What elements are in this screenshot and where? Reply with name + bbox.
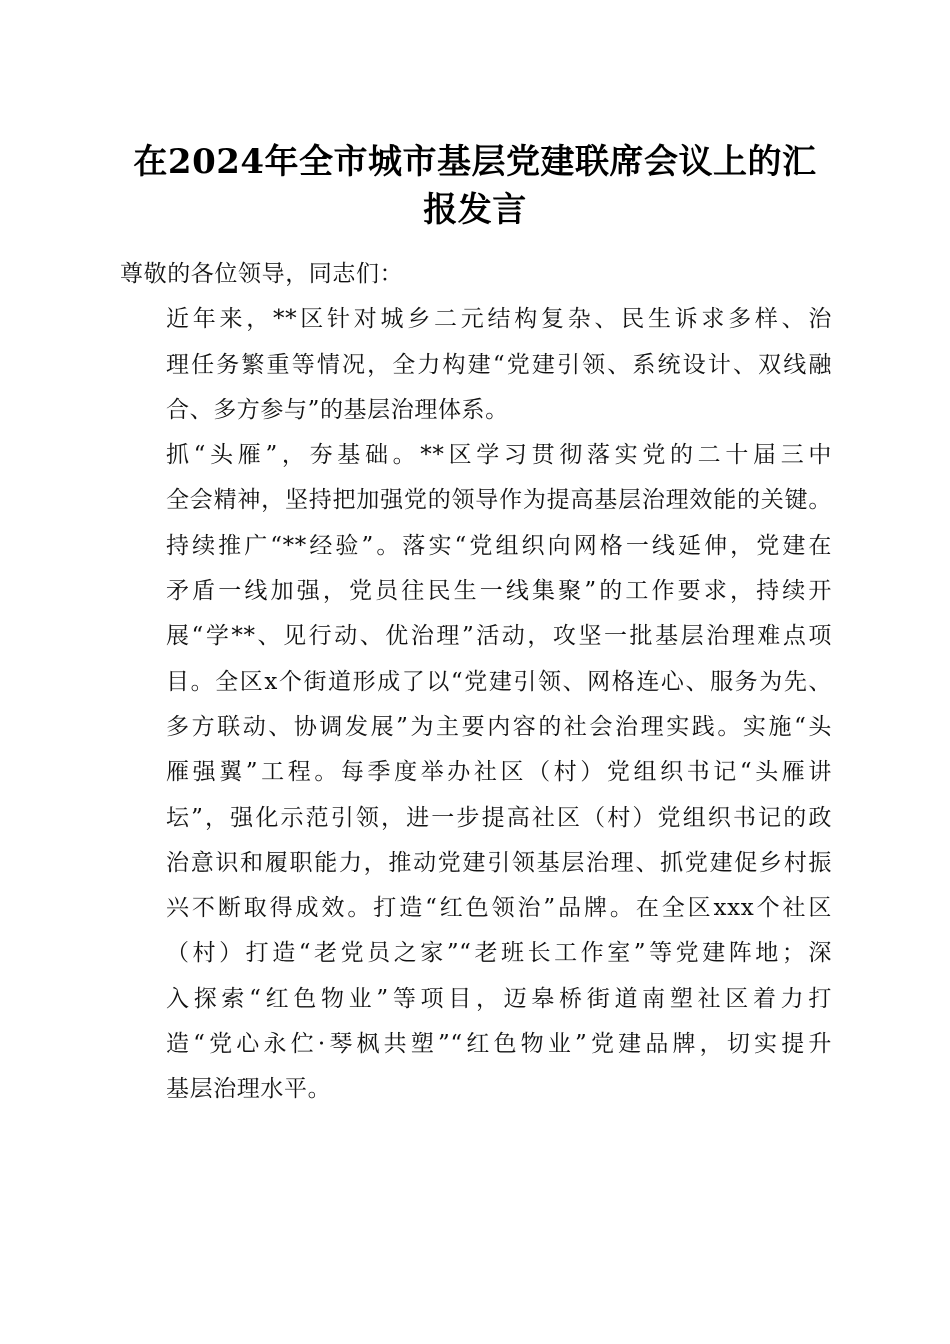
paragraph-line: 矛盾一线加强，党员往民生一线集聚”的工作要求，持续开 [166, 578, 832, 605]
paragraph-line: 多方联动、协调发展”为主要内容的社会治理实践。实施“头 [166, 713, 832, 740]
paragraph-line: 入探索“红色物业”等项目，迈皋桥街道南塑社区着力打 [166, 985, 832, 1012]
paragraph-line: 理任务繁重等情况，全力构建“党建引领、系统设计、双线融 [166, 351, 832, 378]
paragraph-line: 雁强翼”工程。每季度举办社区（村）党组织书记“头雁讲 [166, 759, 832, 786]
salutation [120, 252, 832, 297]
title-line-1: 在2024年全市城市基层党建联席会议上的汇 [133, 142, 817, 182]
paragraph-line: 治意识和履职能力，推动党建引领基层治理、抓党建促乡村振 [166, 849, 832, 876]
paragraph-line: 兴不断取得成效。打造“红色领治”品牌。在全区xxx个社区 [166, 895, 832, 922]
paragraph-line: 近年来，**区针对城乡二元结构复杂、民生诉求多样、治 [166, 306, 832, 333]
document-title [110, 138, 840, 234]
paragraph-intro [120, 297, 832, 433]
paragraph-line: 全会精神，坚持把加强党的领导作为提高基层治理效能的关键。 [166, 487, 832, 514]
paragraph-line: 持续推广“**经验”。落实“党组织向网格一线延伸，党建在 [166, 532, 832, 559]
paragraph-line: 目。全区x个街道形成了以“党建引领、网格连心、服务为先、 [166, 668, 832, 695]
document-body [120, 252, 832, 1113]
title-line-2: 报发言 [423, 190, 527, 230]
paragraph-line: 坛”，强化示范引领，进一步提高社区（村）党组织书记的政 [166, 804, 832, 831]
paragraph-line: 基层治理水平。 [166, 1076, 332, 1103]
paragraph-line: 抓“头雁”，夯基础。**区学习贯彻落实党的二十届三中 [166, 442, 832, 469]
paragraph-leadership [120, 433, 832, 1112]
paragraph-line: 合、多方参与”的基层治理体系。 [166, 396, 509, 423]
paragraph-line: 展“学**、见行动、优治理”活动，攻坚一批基层治理难点项 [166, 623, 832, 650]
paragraph-line: 造“党心永伫·琴枫共塑”“红色物业”党建品牌，切实提升 [166, 1031, 832, 1058]
salutation-line: 尊敬的各位领导，同志们： [120, 261, 404, 287]
paragraph-line: （村）打造“老党员之家”“老班长工作室”等党建阵地；深 [166, 940, 832, 967]
